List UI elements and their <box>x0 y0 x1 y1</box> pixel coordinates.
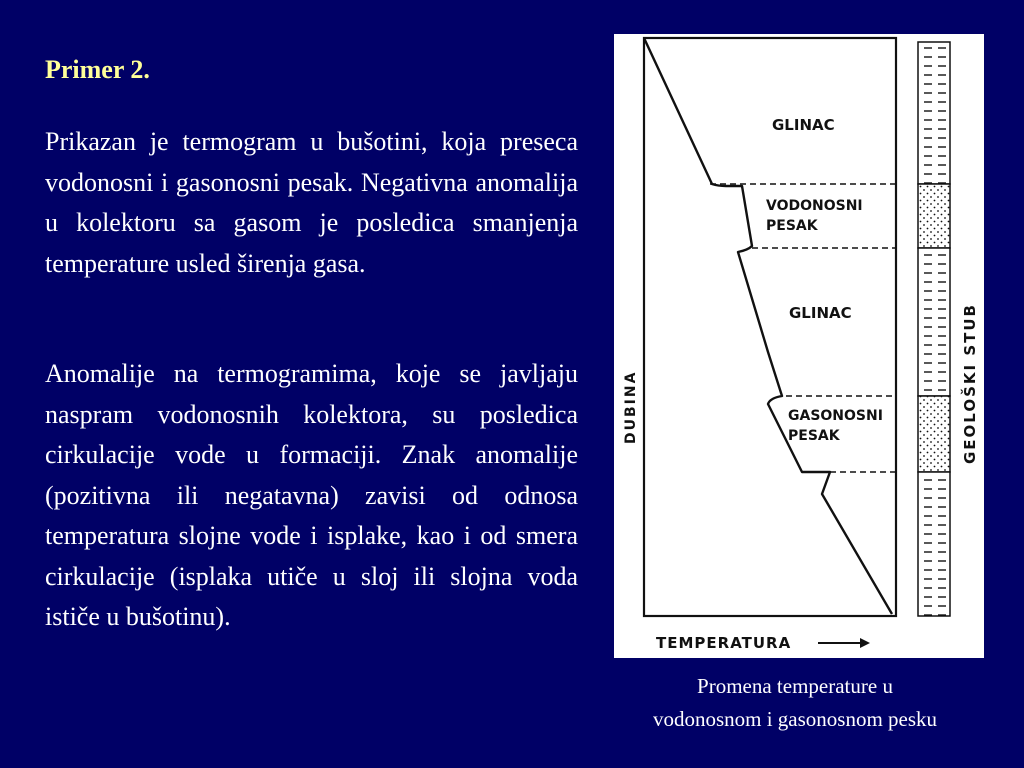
label-vodonosni-pesak: PESAK <box>766 218 818 234</box>
paragraph-termogram: Prikazan je termogram u bušotini, koja preseca vodonosni i gasonosni pesak. Negativna anomalija u kolektoru sa gasom je posledica smanjenja temperature usled širenja gasa. <box>45 127 578 278</box>
thermogram-diagram <box>614 34 984 658</box>
label-glinac-mid: GLINAC <box>789 304 852 322</box>
column-label: GEOLOŠKI STUB <box>961 303 979 464</box>
geological-column <box>918 42 950 616</box>
slide-title: Primer 2. <box>45 55 150 84</box>
axis-depth-label: DUBINA <box>623 370 639 444</box>
figure-caption <box>590 670 1000 736</box>
axis-temperature-label: TEMPERATURA <box>656 634 792 652</box>
label-glinac-top: GLINAC <box>772 116 835 134</box>
thermogram-curve <box>644 38 892 614</box>
caption-line-2: vodonosnom i gasonosnom pesku <box>652 707 938 731</box>
label-gasonosni-pesak: PESAK <box>788 428 840 444</box>
temperature-arrow-icon <box>818 638 870 648</box>
label-vodonosni: VODONOSNI <box>766 198 863 214</box>
plot-frame <box>644 38 896 616</box>
paragraph-anomalije: Anomalije na termogramima, koje se javljaju naspram vodonosnih kolektora, su posledica cirkulacije vode u formaciji. Znak anomalije (pozitivna ili negatavna) zavisi od odnosa temperatura slojne vode i isplake, kao i od smera cirkulacije (isplaka utiče u sloj ili slojna voda ističe u bušotinu). <box>45 359 578 631</box>
thermogram-figure <box>614 34 984 658</box>
caption-line-1: Promena temperature u <box>697 674 893 698</box>
label-gasonosni: GASONOSNI <box>788 408 883 424</box>
